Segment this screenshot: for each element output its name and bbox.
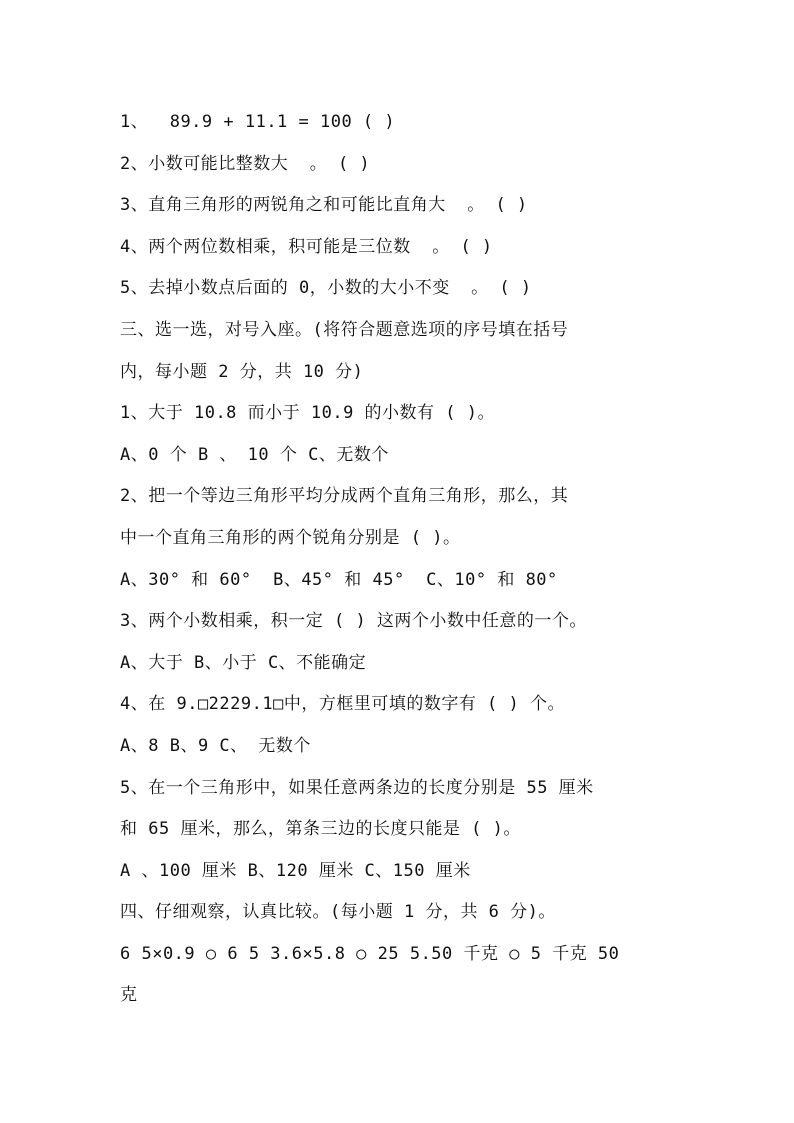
choice-options-4: A、8 B、9 C、 无数个 bbox=[120, 735, 311, 756]
judge-item-1: 1、 89.9 + 11.1 = 100 ( ) bbox=[120, 112, 396, 132]
document-body bbox=[120, 102, 680, 1017]
choice-question-5: 5、在一个三角形中，如果任意两条边的长度分别是 55 厘米 bbox=[120, 777, 594, 798]
judge-item-2: 2、小数可能比整数大 。 ( ) bbox=[120, 153, 371, 174]
choice-options-1: A、0 个 B 、 10 个 C、无数个 bbox=[120, 444, 389, 465]
compare-items: 6 5×0.9 ○ 6 5 3.6×5.8 ○ 25 5.50 千克 ○ 5 千克 50 bbox=[120, 943, 620, 964]
section-4-heading: 四、仔细观察，认真比较。(每小题 1 分，共 6 分)。 bbox=[120, 902, 556, 923]
choice-question-2: 2、把一个等边三角形平均分成两个直角三角形，那么，其 bbox=[120, 486, 569, 507]
judge-item-3: 3、直角三角形的两锐角之和可能比直角大 。 ( ) bbox=[120, 195, 528, 216]
section-3-heading: 三、选一选，对号入座。(将符合题意选项的序号填在括号 bbox=[120, 319, 569, 340]
choice-question-4: 4、在 9.□2229.1□中，方框里可填的数字有 ( ) 个。 bbox=[120, 694, 565, 715]
choice-options-3: A、大于 B、小于 C、不能确定 bbox=[120, 652, 367, 673]
judge-item-5: 5、去掉小数点后面的 0，小数的大小不变 。 ( ) bbox=[120, 278, 532, 299]
choice-options-2: A、30° 和 60° B、45° 和 45° C、10° 和 80° bbox=[120, 569, 558, 590]
choice-options-5: A 、100 厘米 B、120 厘米 C、150 厘米 bbox=[120, 860, 471, 881]
judge-item-4: 4、两个两位数相乘，积可能是三位数 。 ( ) bbox=[120, 236, 493, 257]
section-3-heading-cont: 内，每小题 2 分，共 10 分) bbox=[120, 361, 364, 382]
compare-items-cont: 克 bbox=[120, 985, 138, 1006]
choice-question-2-cont: 中一个直角三角形的两个锐角分别是 ( )。 bbox=[120, 527, 461, 548]
choice-question-3: 3、两个小数相乘，积一定 ( ) 这两个小数中任意的一个。 bbox=[120, 611, 587, 632]
choice-question-1: 1、大于 10.8 而小于 10.9 的小数有 ( )。 bbox=[120, 403, 495, 424]
choice-question-5-cont: 和 65 厘米，那么，第条三边的长度只能是 ( )。 bbox=[120, 819, 521, 840]
